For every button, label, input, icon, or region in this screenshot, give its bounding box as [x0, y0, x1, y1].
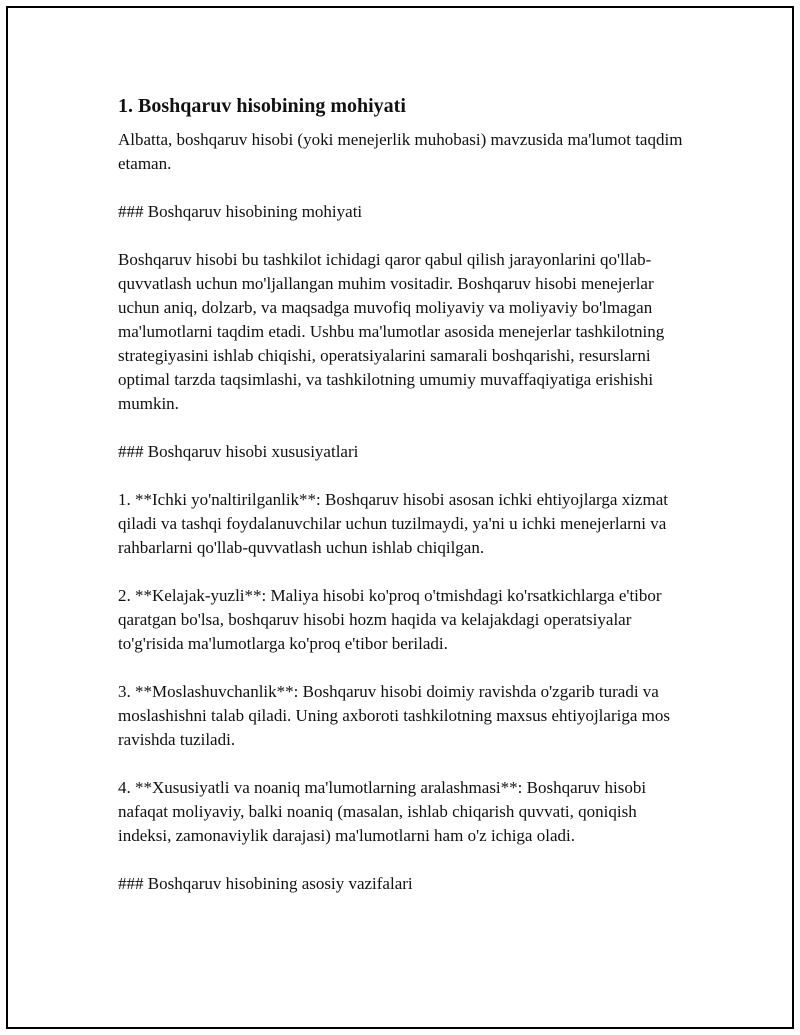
section-heading-mohiyati: ### Boshqaruv hisobining mohiyati: [118, 202, 363, 221]
list-item: 4. **Xususiyatli va noaniq ma'lumotlarning aralashmasi**: Boshqaruv hisobi nafaqat moliyaviy, balki noaniq (masalan, ishlab chiqarish quvvati, qoniqish indeksi, zamonaviylik darajasi) ma'lumotlarni ham o'z ichiga oladi.: [118, 778, 647, 845]
intro-paragraph: Albatta, boshqaruv hisobi (yoki menejerlik muhobasi) mavzusida ma'lumot taqdim etaman.: [118, 130, 683, 173]
list-item: 2. **Kelajak-yuzli**: Maliya hisobi ko'proq o'tmishdagi ko'rsatkichlarga e'tibor qaratgan bo'lsa, boshqaruv hisobi hozm haqida va kelajakdagi operatsiyalar to'g'risida ma'lumotlarga ko'proq e'tibor beriladi.: [118, 586, 662, 653]
section-heading-xususiyatlari: ### Boshqaruv hisobi xususiyatlari: [118, 442, 359, 461]
section-heading-vazifalari: ### Boshqaruv hisobining asosiy vazifalari: [118, 874, 413, 893]
list-item: 3. **Moslashuvchanlik**: Boshqaruv hisobi doimiy ravishda o'zgarib turadi va moslashishni talab qiladi. Uning axboroti tashkilotning maxsus ehtiyojlariga mos ravishda tuziladi.: [118, 682, 670, 749]
document-body: [118, 92, 688, 920]
document-title: 1. Boshqaruv hisobining mohiyati: [118, 95, 406, 117]
list-item: 1. **Ichki yo'naltirilganlik**: Boshqaruv hisobi asosan ichki ehtiyojlarga xizmat qiladi va tashqi foydalanuvchilar uchun tuzilmaydi, ya'ni u ichki menejerlarni va rahbarlarni qo'llab-quvvatlash uchun ishlab chiqilgan.: [118, 490, 668, 557]
body-paragraph: Boshqaruv hisobi bu tashkilot ichidagi qaror qabul qilish jarayonlarini qo'llab-quvvatlash uchun mo'ljallangan muhim vositadir. Boshqaruv hisobi menejerlar uchun aniq, dolzarb, va maqsadga muvofiq moliyaviy va moliyaviy bo'lmagan ma'lumotlarni taqdim etadi. Ushbu ma'lumotlar asosida menejerlar tashkilotning strategiyasini ishlab chiqishi, operatsiyalarini samarali boshqarishi, resurslarni optimal tarzda taqsimlashi, va tashkilotning umumiy muvaffaqiyatiga erishishi mumkin.: [118, 250, 665, 413]
